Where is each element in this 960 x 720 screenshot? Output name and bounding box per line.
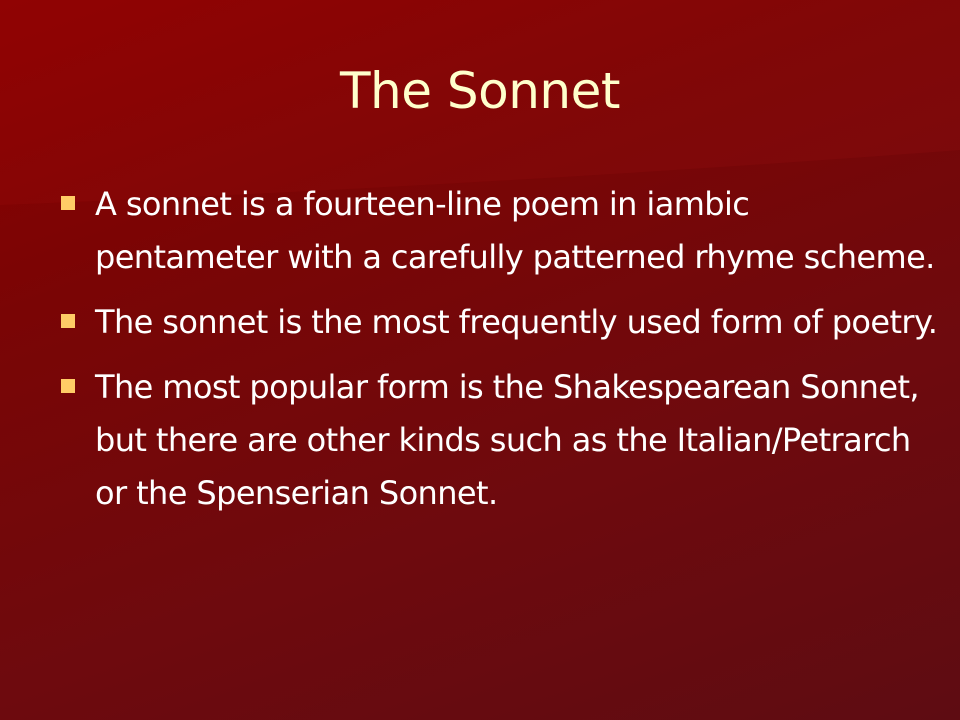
bullet-list [60,178,940,532]
bullet-item [60,361,940,520]
square-bullet-icon [61,196,75,210]
square-bullet-icon [61,314,75,328]
square-bullet-icon [61,379,75,393]
bullet-item [60,178,940,284]
bullet-text: The most popular form is the Shakespearean Sonnet, but there are other kinds such as the Italian/Petrarch or the Spenserian Sonnet. [95,368,919,512]
bullet-text: The sonnet is the most frequently used form of poetry. [95,303,938,341]
slide-title: The Sonnet [340,62,620,120]
bullet-text: A sonnet is a fourteen-line poem in iambic pentameter with a carefully patterned rhyme scheme. [95,185,935,276]
bullet-item [60,296,940,349]
